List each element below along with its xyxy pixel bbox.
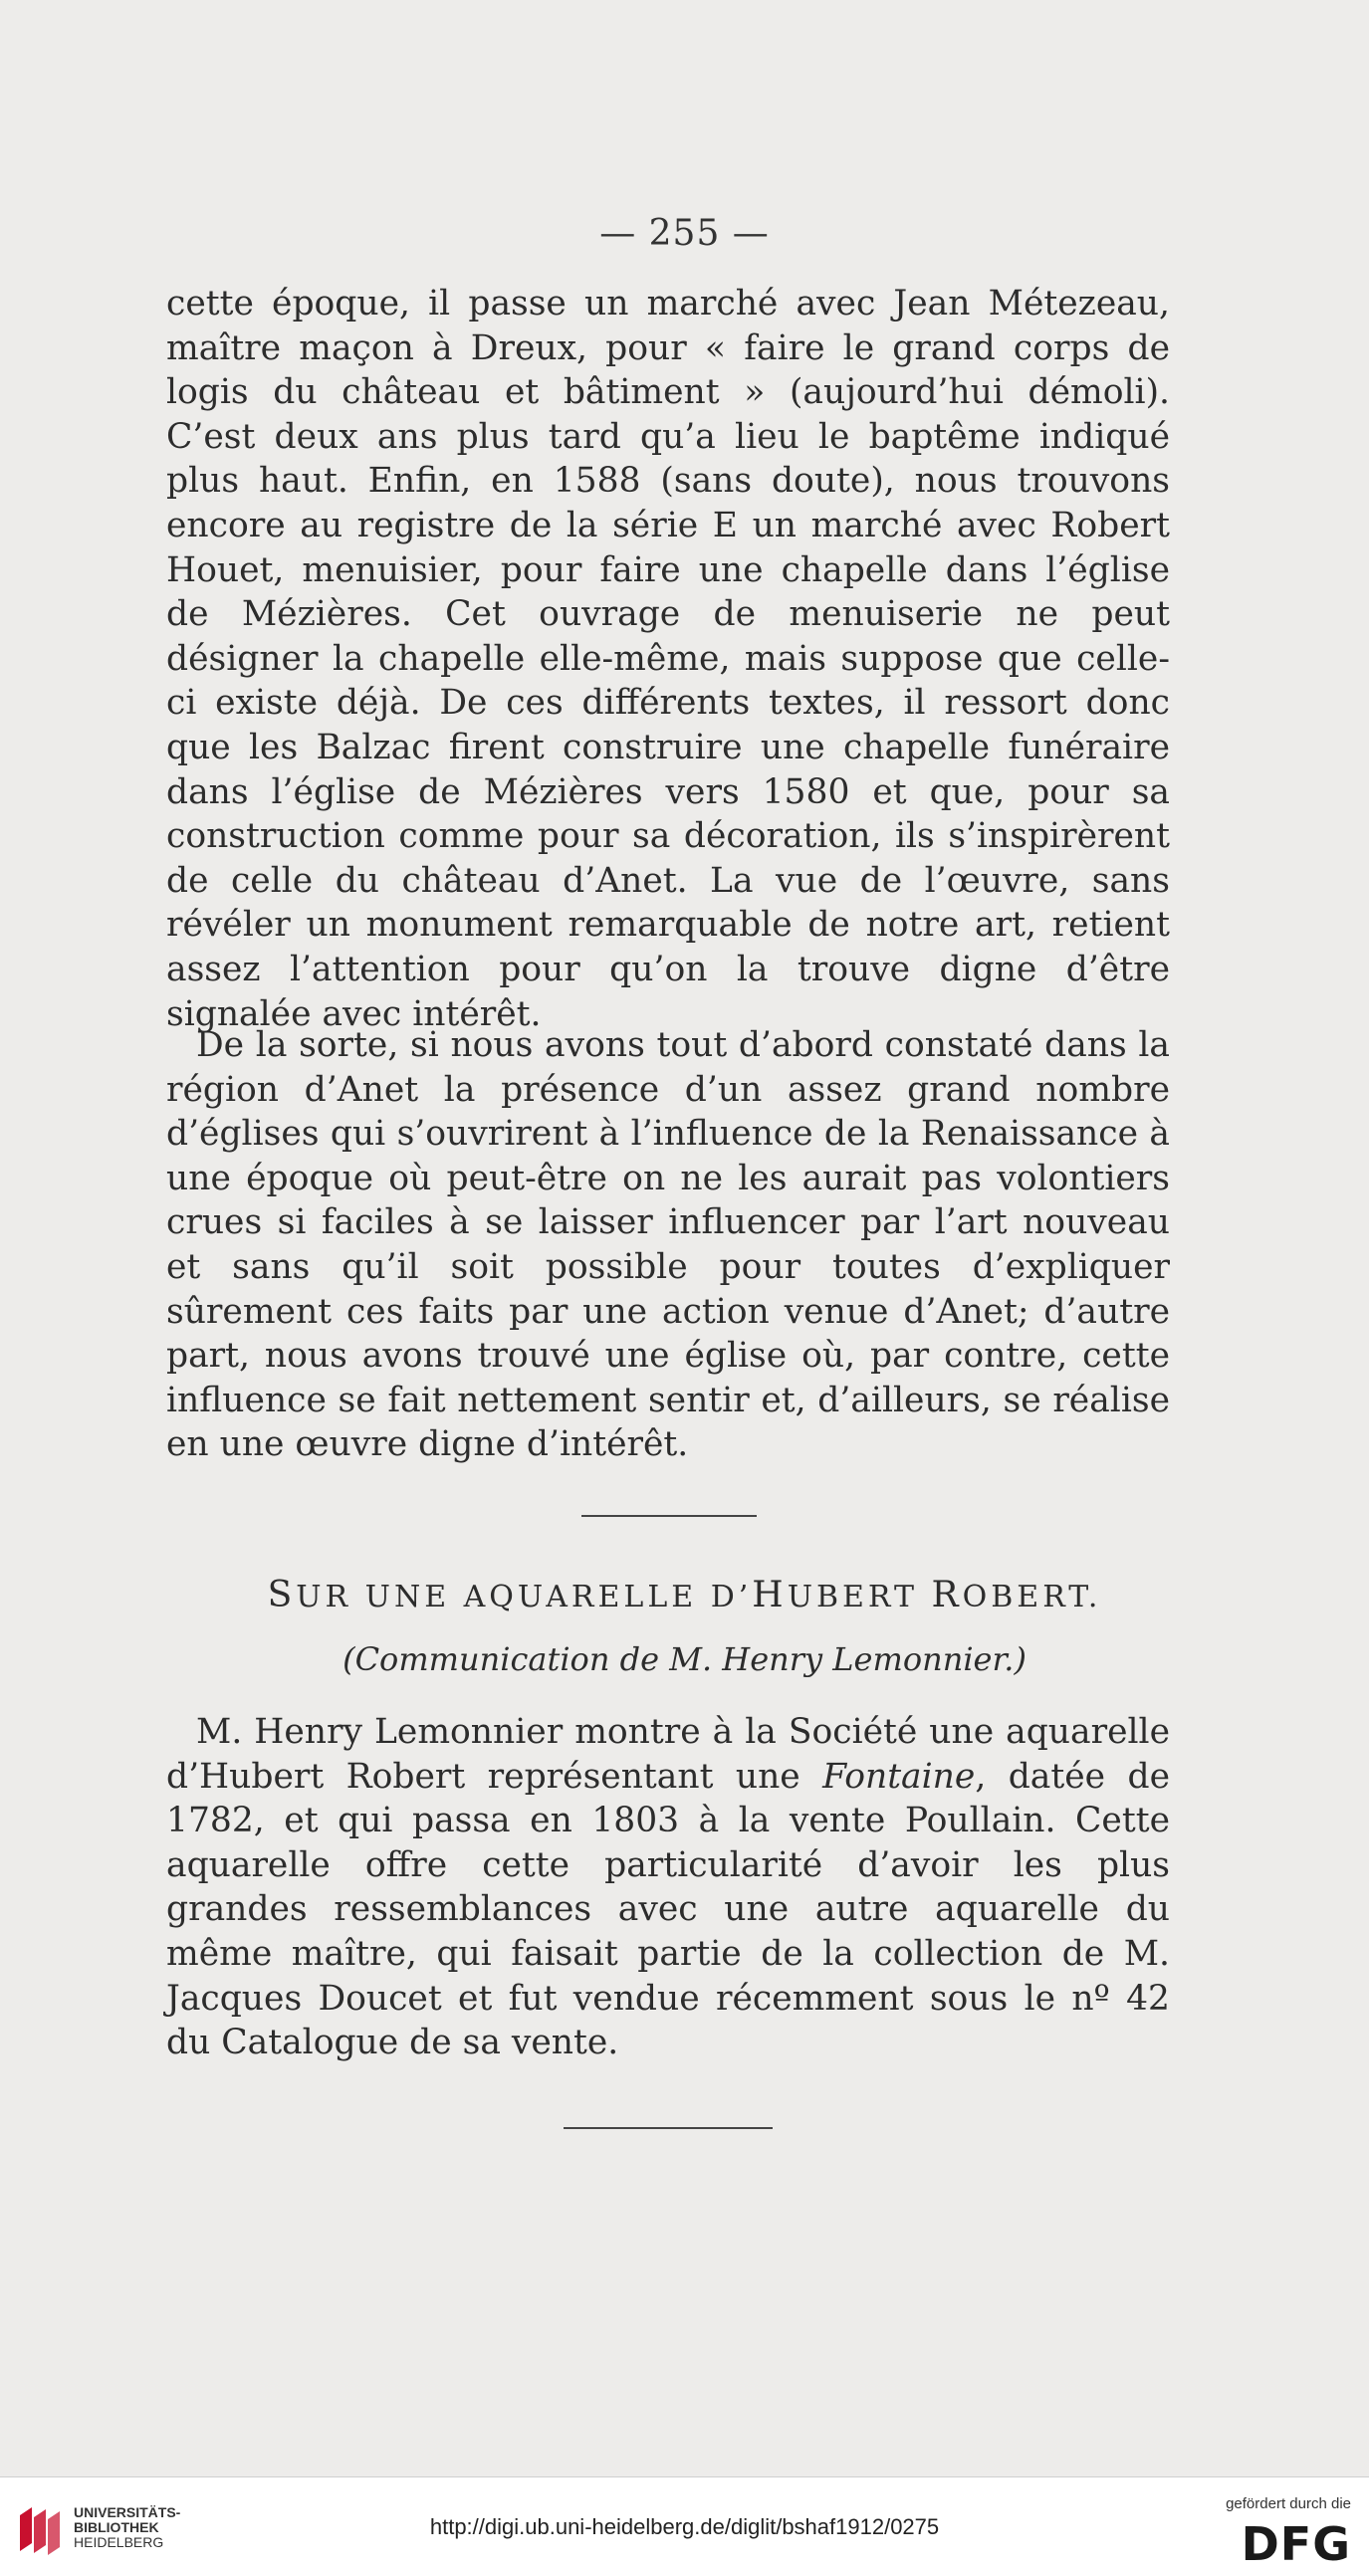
- dfg-logo: DFG: [1241, 2517, 1351, 2571]
- institution-line-2: BIBLIOTHEK: [74, 2519, 159, 2535]
- paragraph-3-italic-title: Fontaine: [822, 1756, 976, 1797]
- paragraph-3: [166, 1710, 1170, 2065]
- section-subtitle: (Communication de M. Henry Lemonnier.): [342, 1640, 1027, 1678]
- section-title-initial-s: S: [267, 1575, 297, 1615]
- paragraph-3-start: M. Henry Lemonnier montre à la Société une aquarelle d’Hubert Robert représentant une: [166, 1712, 1170, 1797]
- section-title-initial-h: H: [752, 1575, 788, 1615]
- section-title: [0, 1575, 1369, 1615]
- section-title-part-1: UR UNE AQUARELLE D’: [296, 1580, 753, 1614]
- section-divider-bottom: [564, 2127, 773, 2129]
- section-title-part-2: UBERT: [787, 1580, 932, 1614]
- section-title-initial-r: R: [931, 1575, 963, 1615]
- institution-line-1: UNIVERSITÄTS-: [74, 2504, 181, 2520]
- paragraph-3-end: , datée de 1782, et qui passa en 1803 à la vente Poullain. Cette aquarelle offre cette particularité d’avoir les plus grandes ressemblances avec une autre aquarelle du même maître, qui faisait partie de la collection de M. Jacques Doucet et fut vendue récemment sous le nº 42 du Catalogue de sa vente.: [166, 1756, 1170, 2063]
- footer-bar: [0, 2476, 1369, 2576]
- section-title-part-3: OBERT.: [962, 1580, 1102, 1614]
- page-number: — 255 —: [599, 213, 770, 254]
- paragraph-2: De la sorte, si nous avons tout d’abord constaté dans la région d’Anet la présence d’un assez grand nombre d’églises qui s’ouvrirent à l’influence de la Renaissance à une époque où peut-être on ne les aurait pas volontiers crues si faciles à se laisser influencer par l’art nouveau et sans qu’il soit possible pour toutes d’expliquer sûrement ces faits par une action venue d’Anet; d’autre part, nous avons trouvé une église où, par contre, cette influence se fait nettement sentir et, d’ailleurs, se réalise en une œuvre digne d’intérêt.: [166, 1025, 1170, 1465]
- section-divider-top: [581, 1515, 757, 1517]
- permalink-url[interactable]: http://digi.ub.uni-heidelberg.de/diglit/bshaf1912/0275: [429, 2514, 940, 2539]
- institution-line-3: HEIDELBERG: [74, 2534, 164, 2550]
- paragraph-1: cette époque, il passe un marché avec Jean Métezeau, maître maçon à Dreux, pour « faire le grand corps de logis du château et bâtiment » (aujourd’hui démoli). C’est deux ans plus tard qu’a lieu le baptême indiqué plus haut. Enfin, en 1588 (sans doute), nous trouvons encore au registre de la série E un marché avec Robert Houet, menuisier, pour faire une chapelle dans l’église de Mézières. Cet ouvrage de menuiserie ne peut désigner la chapelle elle-même, mais suppose que celle-ci existe déjà. De ces différents textes, il ressort donc que les Balzac firent construire une chapelle funéraire dans l’église de Mézières vers 1580 et que, pour sa construction comme pour sa décoration, ils s’inspirèrent de celle du château d’Anet. La vue de l’œuvre, sans révéler un monument remarquable de notre art, retient assez l’attention pour qu’on la trouve digne d’être signalée avec intérêt.: [166, 284, 1170, 1034]
- sponsor-label: gefördert durch die: [1226, 2495, 1351, 2512]
